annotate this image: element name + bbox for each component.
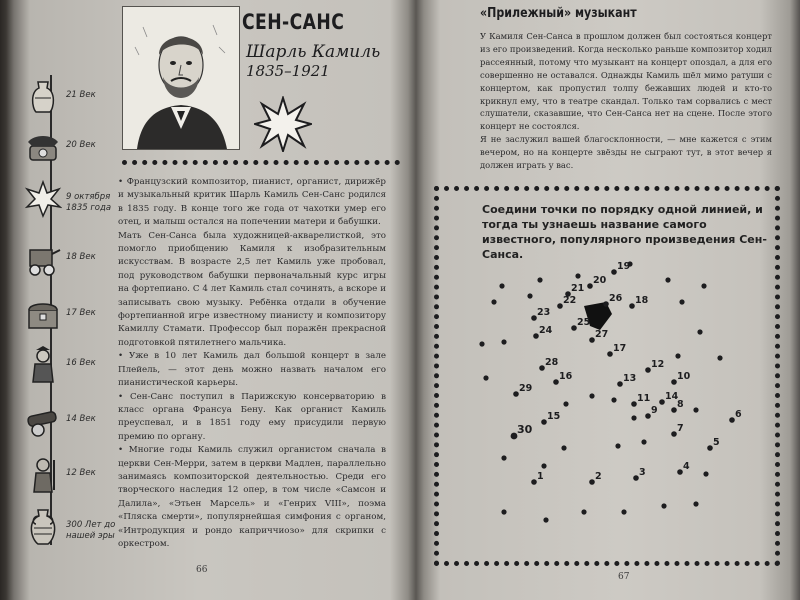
puzzle-dot [531, 315, 537, 321]
puzzle-dot-number: 9 [651, 405, 658, 416]
puzzle-dot [603, 301, 609, 307]
puzzle-dot [677, 469, 683, 475]
puzzle-dot [629, 303, 635, 309]
left-page [10, 0, 408, 600]
telephone-icon [24, 128, 62, 166]
wagon-icon [24, 240, 62, 278]
puzzle-dot-number: 22 [563, 295, 577, 306]
puzzle-dot-number: 18 [635, 295, 649, 306]
puzzle-dot-unnumbered [483, 375, 488, 380]
puzzle-dot-number: 16 [559, 371, 573, 382]
paragraph: Я не заслужил вашей благосклонности, — мне кажется с этим вечером, но на концерте звёзды не сыграют тут, в этот вечер я должен играть у вас. [480, 134, 772, 171]
puzzle-dot-number: 11 [637, 393, 651, 404]
section-divider [122, 160, 400, 165]
puzzle-dot [557, 303, 563, 309]
puzzle-dot-unnumbered [621, 509, 626, 514]
puzzle-dot [671, 379, 677, 385]
puzzle-dot-number: 6 [735, 409, 742, 420]
biography-text [118, 176, 386, 551]
warrior-icon [24, 346, 62, 384]
puzzle-dot-number: 20 [593, 275, 607, 286]
puzzle-dot-number: 30 [517, 423, 533, 436]
puzzle-dot [533, 333, 539, 339]
composer-portrait [122, 6, 240, 150]
puzzle-instructions: Соедини точки по порядку одной линией, и тогда ты узнаешь название самого известного, популярного произведения Сен-Санса. [482, 203, 767, 261]
puzzle-dot [645, 413, 651, 419]
puzzle-dot-unnumbered [589, 393, 594, 398]
puzzle-dot [589, 479, 595, 485]
timeline-label: 18 Век [66, 252, 96, 262]
puzzle-dot-number: 26 [609, 293, 623, 304]
puzzle-dot-unnumbered [561, 445, 566, 450]
puzzle-dot-unnumbered [611, 397, 616, 402]
timeline-label: 21 Век [66, 90, 96, 100]
composer-name: СЕН-САНС [242, 10, 345, 34]
puzzle-dot-unnumbered [501, 455, 506, 460]
paragraph: • Уже в 10 лет Камиль дал большой концерт в зале Плейель, — этот день можно назвать началом его пианистической карьеры. [118, 351, 386, 389]
puzzle-dot-number: 10 [677, 371, 691, 382]
vase-icon [24, 78, 62, 116]
puzzle-dot-unnumbered [693, 501, 698, 506]
knight-icon [24, 456, 62, 494]
puzzle-dot-unnumbered [499, 283, 504, 288]
puzzle-dot-number: 8 [677, 399, 684, 410]
composer-years: 1835–1921 [246, 62, 330, 80]
composer-full-name: Шарль Камиль [246, 42, 381, 62]
puzzle-dot-unnumbered [703, 471, 708, 476]
puzzle-dot [617, 381, 623, 387]
puzzle-dot-number: 14 [665, 391, 679, 402]
puzzle-dot-unnumbered [479, 341, 484, 346]
puzzle-dot-number: 3 [639, 467, 646, 478]
puzzle-dot [729, 417, 735, 423]
puzzle-dot-unnumbered [501, 339, 506, 344]
puzzle-dot-unnumbered [665, 277, 670, 282]
puzzle-dot-unnumbered [543, 517, 548, 522]
puzzle-dot-unnumbered [693, 407, 698, 412]
puzzle-dot-unnumbered [501, 509, 506, 514]
puzzle-dot-unnumbered [679, 299, 684, 304]
page-number: 66 [196, 565, 208, 575]
puzzle-dot [553, 379, 559, 385]
paragraph: Мать Сен-Санса была художницей-акварелисткой, это помогло приобщению Камиля к изобразительным искусствам. В возрасте 2,5 лет Камиль уже пробовал, под руководством бабушки первоначальный курс игры на фортепиано. С 4 лет Камиль стал сочинять, а вскоре и записывать свою музыку. Ребёнка отдали в обучение фортепианной игре известному пианисту и композитору Камиллу Стамати. Профессор был поражён прекрасной подготовкой пятилетнего мальчика. [118, 230, 386, 348]
timeline-label: 300 Лет до нашей эры [66, 520, 116, 541]
puzzle-dot-number: 24 [539, 325, 553, 336]
puzzle-dot [607, 351, 613, 357]
puzzle-dot-number: 15 [547, 411, 561, 422]
puzzle-dot [671, 407, 677, 413]
chest-icon [24, 296, 62, 334]
puzzle-dot [531, 479, 537, 485]
paragraph: У Камиля Сен-Санса в прошлом должен был состояться концерт из его произведений. Когда несколько раньше композитор ходил рассеянный, потому что музыкант на концерт опоздал, а для его совершенно не оставался. Однажды Камиль шёл мимо ратуши с концертом, как пропустил толпу бежавших людей и кто-то крикнул ему, что в театре скандал. Только там сорвались с мест слушатели, сказавшие, что Сен-Санса нет на сцене. После этого концерт не состоялся. [480, 31, 772, 132]
puzzle-dot [707, 445, 713, 451]
puzzle-dot-unnumbered [631, 415, 636, 420]
puzzle-dot-unnumbered [541, 463, 546, 468]
puzzle-dot [571, 325, 577, 331]
puzzle-dot-unnumbered [661, 503, 666, 508]
puzzle-dot-number: 4 [683, 461, 690, 472]
puzzle-dot-number: 2 [595, 471, 602, 482]
puzzle-dot-unnumbered [575, 273, 580, 278]
puzzle-dot-number: 17 [613, 343, 627, 354]
puzzle-dot-unnumbered [701, 283, 706, 288]
star-burst-icon [254, 96, 312, 152]
puzzle-dot [631, 401, 637, 407]
star-icon [24, 180, 62, 218]
portrait-drawing-icon [123, 7, 239, 149]
cannon-icon [24, 402, 62, 440]
timeline-label: 20 Век [66, 140, 96, 150]
timeline-label: 17 Век [66, 308, 96, 318]
puzzle-dot-unnumbered [641, 439, 646, 444]
anecdote-text [480, 30, 772, 172]
right-page [424, 0, 796, 600]
timeline-label: 14 Век [66, 414, 96, 424]
paragraph: • Сен-Санс поступил в Парижскую консерваторию в класс органа Франсуа Бену. Как органист Камиль преуспевал, и в 1851 году ему присудили первую премию по органу. [118, 391, 386, 442]
paragraph: • Французский композитор, пианист, органист, дирижёр и музыкальный критик Шарль Камиль Сен-Санс родился в 1835 году. В конце того же года от чахотки умер его отец, и малыш остался на попечении матери и бабушки. [118, 177, 386, 228]
puzzle-dot [633, 475, 639, 481]
puzzle-dot-unnumbered [537, 277, 542, 282]
puzzle-dot [539, 365, 545, 371]
puzzle-dot-number: 5 [713, 437, 720, 448]
timeline-label: 16 Век [66, 358, 96, 368]
puzzle-dot-unnumbered [581, 509, 586, 514]
timeline-label: 9 октября 1835 года [66, 192, 112, 213]
puzzle-dot [645, 367, 651, 373]
puzzle-dot-number: 13 [623, 373, 637, 384]
puzzle-dot-number: 21 [571, 283, 585, 294]
puzzle-dot-number: 29 [519, 383, 533, 394]
puzzle-dot-unnumbered [615, 443, 620, 448]
puzzle-dot-number: 19 [617, 261, 631, 272]
puzzle-dot-unnumbered [527, 293, 532, 298]
puzzle-dot-number: 1 [537, 471, 544, 482]
puzzle-dot-unnumbered [717, 355, 722, 360]
puzzle-dot [541, 419, 547, 425]
puzzle-dot [589, 337, 595, 343]
puzzle-dot [513, 391, 519, 397]
puzzle-dot-unnumbered [675, 353, 680, 358]
connect-dots-puzzle [434, 186, 780, 566]
puzzle-dot-number: 27 [595, 329, 609, 340]
puzzle-dot [671, 431, 677, 437]
puzzle-dot [659, 399, 665, 405]
puzzle-dot-number: 28 [545, 357, 559, 368]
article-title: «Прилежный» музыкант [480, 6, 637, 21]
timeline-label: 12 Век [66, 468, 96, 478]
puzzle-dot-number: 12 [651, 359, 665, 370]
paragraph: • Многие годы Камиль служил органистом сначала в церкви Сен-Мерри, затем в церкви Мадлен, параллельно занимаясь композиторской деятельностью. Среди его творческого наследия 12 опер, в том числе «Самсон и Далила», «Этьен Марсель» и «Генрих VIII», поэма «Пляска смерти», популярнейшая симфония с органом, «Интродукция и рондо каприччиозо» для скрипки с оркестром. [118, 445, 386, 549]
puzzle-dot-number: 23 [537, 307, 551, 318]
puzzle-dot-number: 25 [577, 317, 591, 328]
puzzle-dot-unnumbered [491, 299, 496, 304]
puzzle-dot [611, 269, 617, 275]
puzzle-dot-number: 7 [677, 423, 684, 434]
puzzle-dot-unnumbered [563, 401, 568, 406]
amphora-icon [24, 508, 62, 546]
page-number: 67 [618, 572, 630, 582]
puzzle-dot-unnumbered [697, 329, 702, 334]
puzzle-dot [587, 283, 593, 289]
